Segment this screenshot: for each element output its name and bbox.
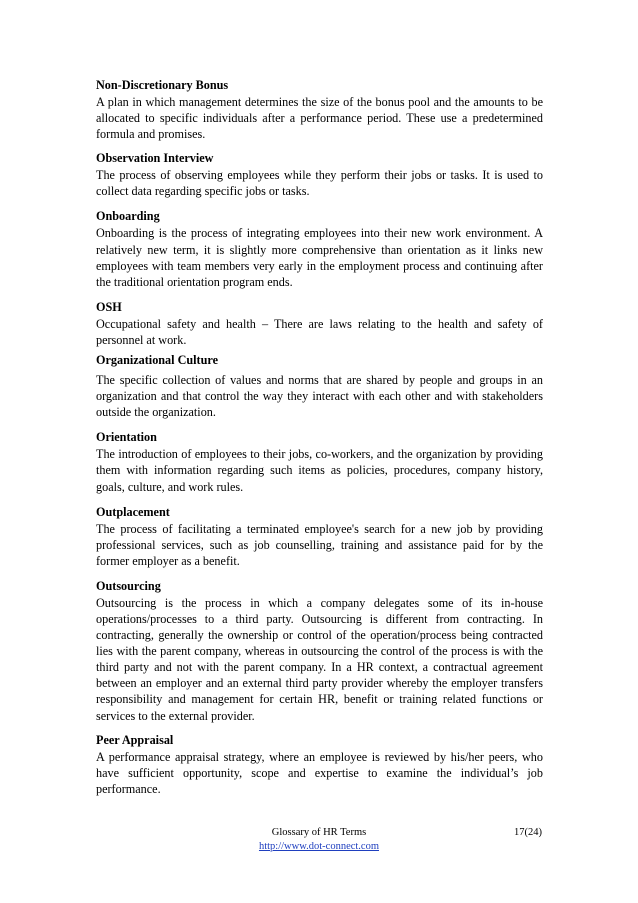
glossary-entry xyxy=(96,504,543,569)
glossary-term: Peer Appraisal xyxy=(96,732,174,747)
glossary-definition: Occupational safety and health – There are laws relating to the health and safety of personnel at work. xyxy=(96,316,543,347)
glossary-term: Outplacement xyxy=(96,504,170,519)
glossary-entry xyxy=(96,578,543,724)
glossary-term: Onboarding xyxy=(96,209,160,224)
glossary-term: Orientation xyxy=(96,430,157,445)
glossary-definition: The introduction of employees to their jobs, co-workers, and the organization by providing them with information regarding such items as policies, procedures, company history, goals, culture, and work rules. xyxy=(96,447,543,494)
glossary-definition: A performance appraisal strategy, where an employee is reviewed by his/her peers, who have sufficient opportunity, scope and expertise to examine the individual’s job performance. xyxy=(96,749,543,796)
glossary-term: Non-Discretionary Bonus xyxy=(96,78,229,92)
glossary-entry xyxy=(96,150,543,199)
glossary-page xyxy=(96,77,543,797)
glossary-entry xyxy=(96,208,543,289)
glossary-entry xyxy=(96,77,543,142)
glossary-definition: Onboarding is the process of integrating employees into their new work environment. A relatively new term, it is slightly more comprehensive than orientation as it links new employees with team members very early in the employment process and continuing after the traditional orientation program ends. xyxy=(96,226,543,289)
footer-title: Glossary of HR Terms xyxy=(271,827,367,838)
glossary-entry xyxy=(96,352,543,420)
glossary-term: Observation Interview xyxy=(96,151,214,166)
glossary-definition: The process of facilitating a terminated employee's search for a new job by providing professional services, such as job counselling, training and assistance paid for by the former employer as a benefit. xyxy=(96,521,543,568)
glossary-entry xyxy=(96,429,543,494)
page-number: 17(24) xyxy=(514,827,542,838)
page-footer xyxy=(0,826,638,860)
glossary-term: Outsourcing xyxy=(96,578,161,593)
glossary-term: OSH xyxy=(96,299,122,314)
glossary-entry xyxy=(96,299,543,348)
glossary-entry xyxy=(96,732,543,797)
glossary-definition: The process of observing employees while they perform their jobs or tasks. It is used to collect data regarding specific jobs or tasks. xyxy=(96,168,543,199)
glossary-term: Organizational Culture xyxy=(96,353,218,368)
glossary-definition: The specific collection of values and norms that are shared by people and groups in an organization and that control the way they interact with each other and with stakeholders outside the organization. xyxy=(96,373,543,420)
glossary-definition: Outsourcing is the process in which a company delegates some of its in-house operations/processes to a third party. Outsourcing is different from contracting. In contracting, generally the ownership or control of the operation/process being contracted lies with the parent company, whereas in outsourcing the control of the process is with the third party and not with the parent company. In a HR context, a contractual agreement between an employer and an external third party provider whereby the employer transfers responsibility and management for certain HR, benefit or training related functions or services to the external provider. xyxy=(96,595,543,723)
glossary-definition: A plan in which management determines the size of the bonus pool and the amounts to be allocated to specific individuals after a performance period. These use a predetermined formula and promises. xyxy=(96,95,543,142)
footer-link[interactable]: http://www.dot-connect.com xyxy=(258,841,380,852)
